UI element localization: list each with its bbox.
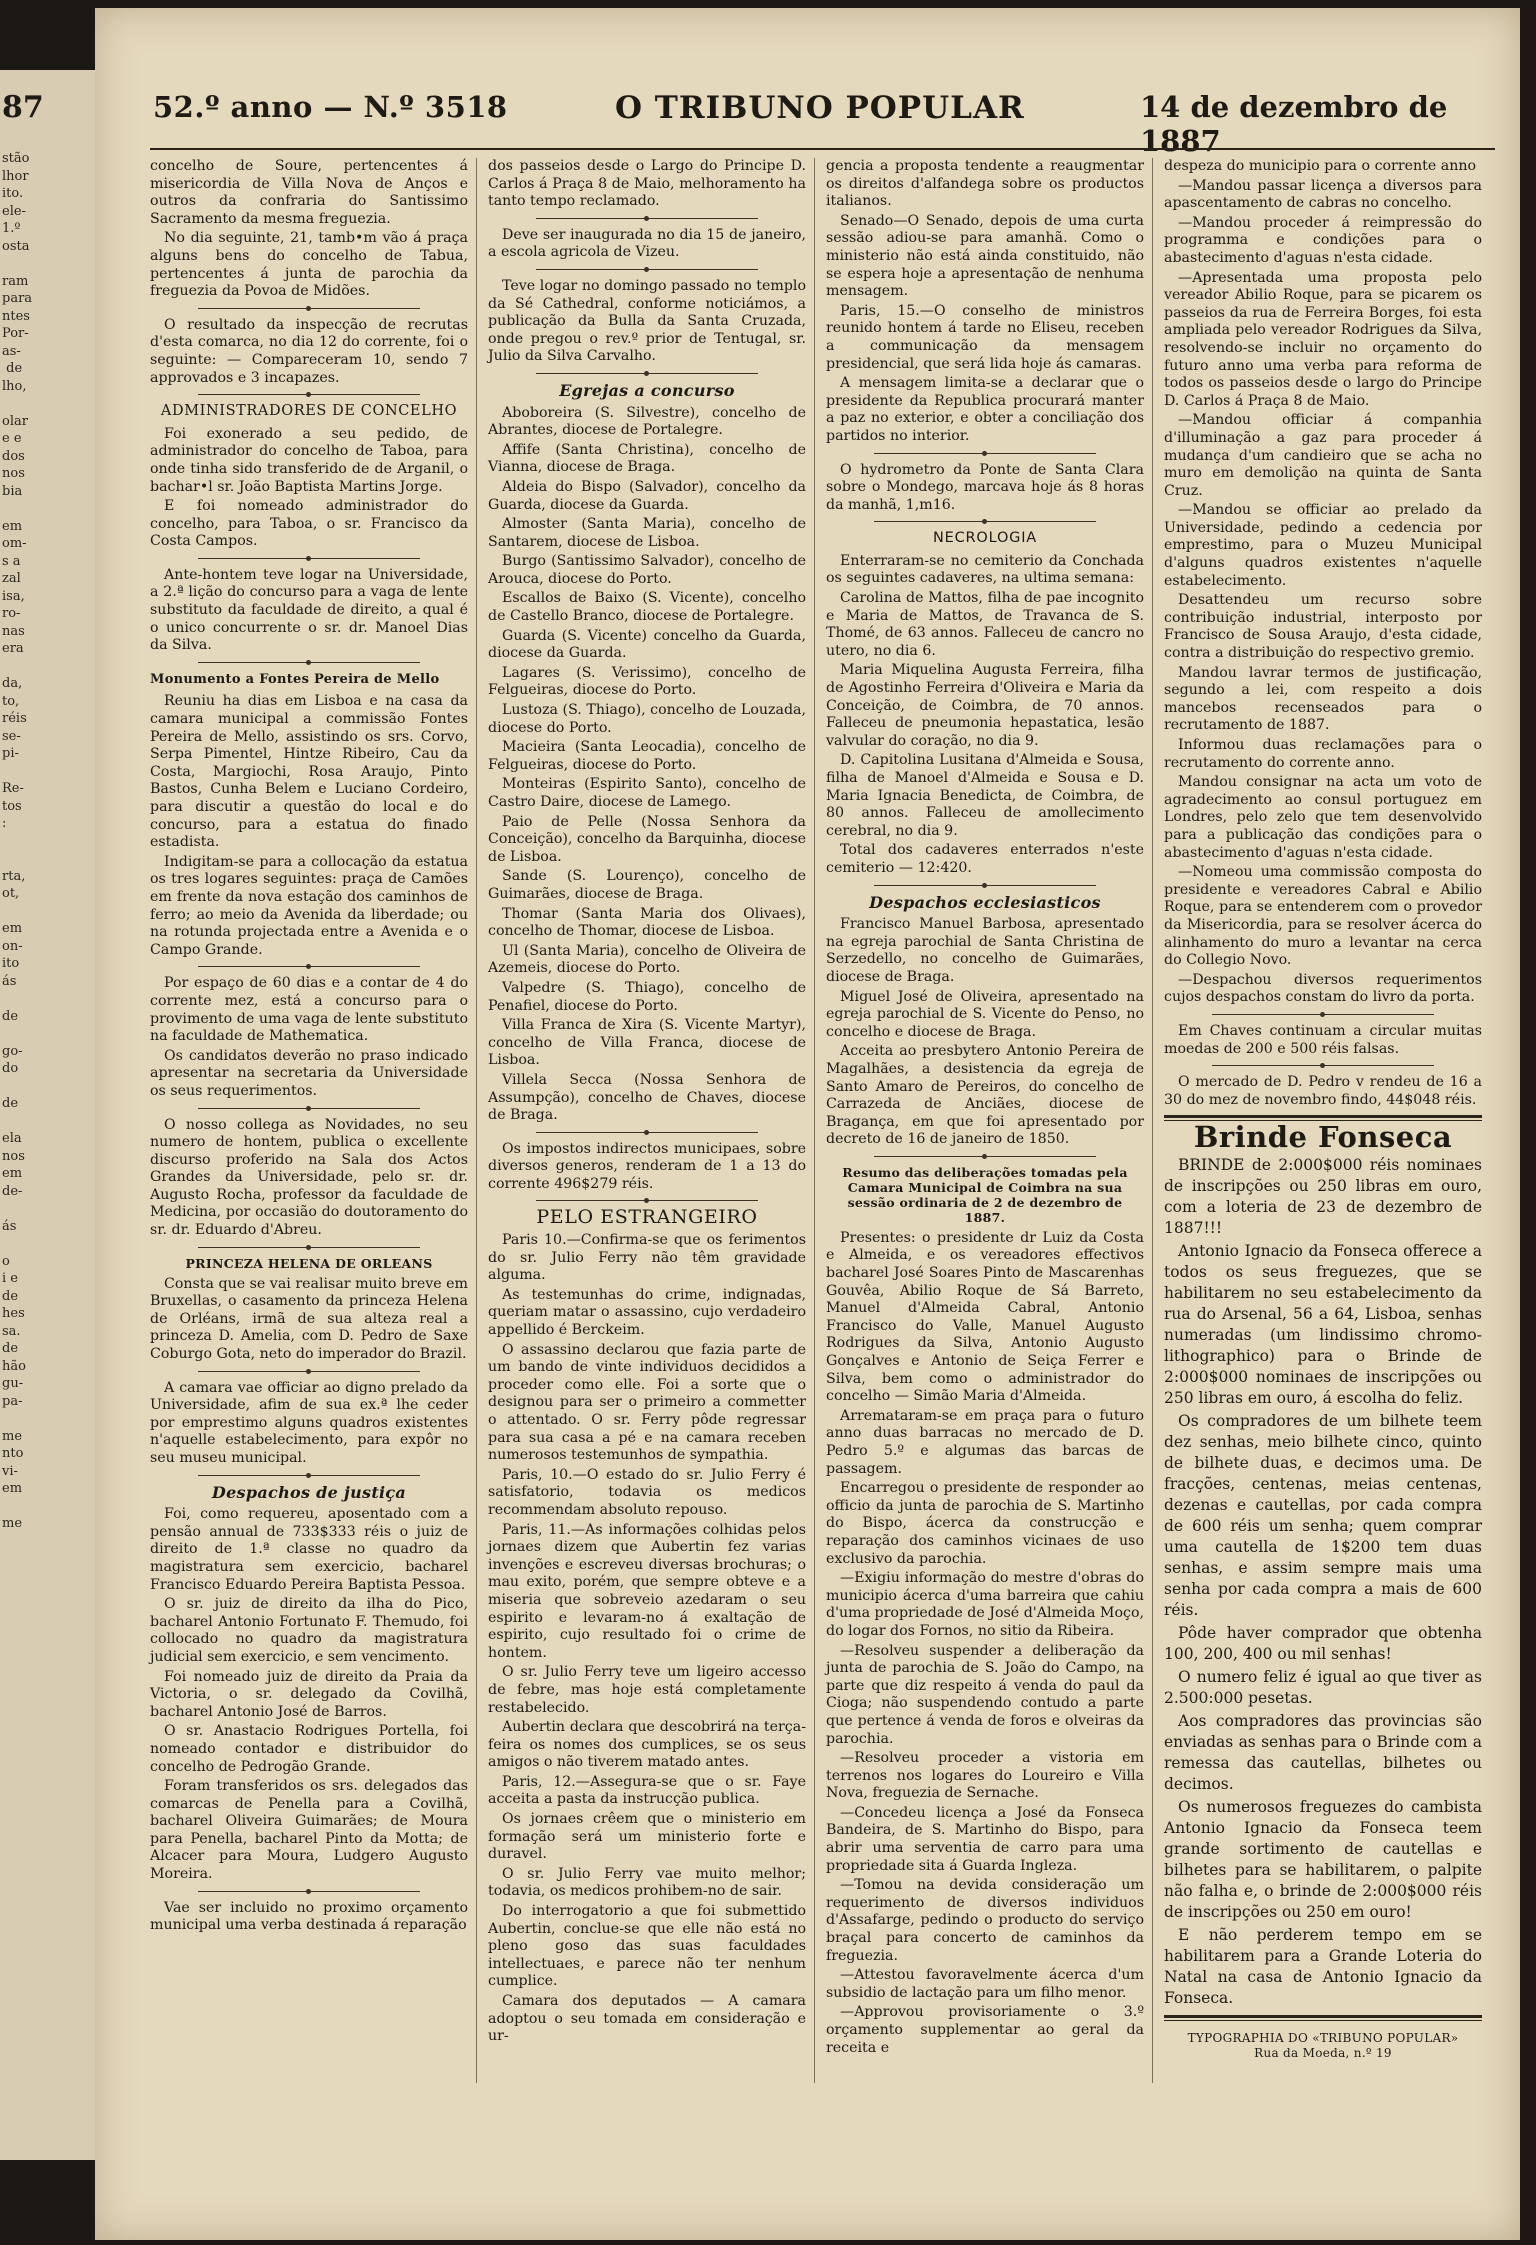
separator (1212, 1065, 1435, 1066)
masthead-rule (150, 148, 1495, 150)
list-item: Thomar (Santa Maria dos Olivaes), concelho de Thomar, diocese de Lisboa. (488, 905, 806, 940)
article-paragraph: Foi nomeado juiz de direito da Praia da Victoria, o sr. delegado da Covilhã, bacharel Antonio José de Barros. (150, 1668, 468, 1720)
article-paragraph: Mandou consignar na acta um voto de agradecimento ao consul portuguez em Londres, pelo zelo que tem desenvolvido para a publicação das condições para o abastecimento d'aguas n'esta cidade. (1164, 774, 1482, 861)
section-heading: Egrejas a concurso (559, 380, 735, 400)
article-paragraph: —Attestou favoravelmente ácerca d'um subsidio de lactação para um filho menor. (826, 1967, 1144, 2001)
advertisement-rule (1164, 2015, 1482, 2021)
article-paragraph: Acceita ao presbytero Antonio Pereira de Magalhães, a desistencia da egreja de Santo Amaro de Pereiros, do concelho de Carrazeda de Anciães, diocese de Bragança, em que foi apresentado por decreto de 16 de janeiro de 1850. (826, 1043, 1144, 1148)
section-heading: NECROLOGIA (932, 530, 1038, 547)
separator (198, 1247, 421, 1248)
article-paragraph: —Mandou passar licença a diversos para apascentamento de cabras no concelho. (1164, 177, 1482, 212)
list-item: Sande (S. Lourenço), concelho de Guimarães, diocese de Braga. (488, 868, 806, 902)
column-2 (488, 158, 806, 2048)
article-paragraph: Maria Miquelina Augusta Ferreira, filha de Agostinho Ferreira d'Oliveira e Maria da Conceição, de Coimbra, de 70 annos. Falleceu de pneumonia hepastatica, lesão valvular do coração, no dia 9. (826, 662, 1144, 749)
article-paragraph: O assassino declarou que fazia parte de um bando de vinte individuos decididos a proceder como elle. Foi a sorte que o designou para ser o primeiro a commetter o attentado. O sr. Ferry pôde regressar para sua casa a pé e na camara receben numerosos testemunhos de sympathia. (488, 1341, 806, 1464)
separator (874, 1156, 1097, 1157)
article-paragraph: E foi nomeado administrador do concelho, para Taboa, o sr. Francisco da Costa Campos. (150, 498, 468, 550)
separator (198, 966, 421, 967)
article-paragraph: Arremataram-se em praça para o futuro anno duas barracas no mercado de D. Pedro 5.º e algumas das barcas de passagem. (826, 1407, 1144, 1477)
article-paragraph: Foram transferidos os srs. delegados das comarcas de Penella para a Covilhã, bacharel Oliveira Guimarães; de Moura para Penella, bacharel Pinto da Motta; de Alcacer para Moura, Ludgero Augusto Moreira. (150, 1778, 468, 1883)
column-3 (826, 158, 1144, 2059)
article-paragraph: Desattendeu um recurso sobre contribuição industrial, interposto por Francisco de Sousa Araujo, d'esta cidade, contra a distribuição do respectivo gremio. (1164, 592, 1482, 662)
list-item: Guarda (S. Vicente) concelho da Guarda, diocese da Guarda. (488, 627, 806, 662)
article-paragraph: Total dos cadaveres enterrados n'este cemiterio — 12:420. (826, 842, 1144, 876)
article-paragraph: —Apresentada uma proposta pelo vereador Abilio Roque, para se picarem os passeios da rua de Ferreira Borges, foi esta ampliada pelo vereador Rodrigues da Silva, resolvendo-se incluir no orçamento do futuro anno uma verba para reforma de todos os passeios desde o largo do Principe D. Carlos á Praça 8 de Maio. (1164, 269, 1482, 409)
separator (874, 885, 1097, 886)
newspaper-title: O TRIBUNO POPULAR (615, 90, 1025, 126)
list-item: Lagares (S. Verissimo), concelho de Felgueiras, diocese do Porto. (488, 664, 806, 699)
article-paragraph: gencia a proposta tendente a reaugmentar os direitos d'alfandega sobre os productos italianos. (826, 158, 1144, 210)
article-paragraph: O sr. Julio Ferry vae muito melhor; todavia, os medicos prohibem-no de sair. (488, 1865, 806, 1900)
separator (198, 662, 421, 663)
section-heading: Resumo das deliberações tomadas pela Camara Municipal de Coimbra na sua sessão ordinaria de 2 de dezembro de 1887. (842, 1164, 1128, 1225)
separator (198, 1475, 421, 1476)
article-paragraph: Foi, como requereu, aposentado com a pensão annual de 733$333 réis o juiz de direito de 1.ª classe no quadro da magistratura sem exercicio, bacharel Francisco Eduardo Pereira Baptista Pessoa. (150, 1506, 468, 1593)
list-item: Macieira (Santa Leocadia), concelho de Felgueiras, diocese do Porto. (488, 739, 806, 773)
article-paragraph: Miguel José de Oliveira, apresentado na egreja parochial de S. Vicente do Penso, no concelho e diocese de Braga. (826, 988, 1144, 1040)
issue-date: 14 de dezembro de 1887 (1140, 90, 1448, 158)
separator (198, 1108, 421, 1109)
article-paragraph: Paris, 15.—O conselho de ministros reunido hontem á tarde no Eliseu, receben a communicação da mensagem presidencial, que será lida hoje ás camaras. (826, 302, 1144, 372)
article-paragraph: —Concedeu licença a José da Fonseca Bandeira, de S. Martinho do Bispo, para abrir uma serventia de carro para uma propriedade sita á Guarda Ingleza. (826, 1804, 1144, 1874)
separator (536, 269, 759, 270)
column-rule (476, 158, 477, 2083)
article-paragraph: Encarregou o presidente de responder ao officio da junta de parochia de S. Martinho do Bispo, ácerca da construcção e reparação dos caminhos vicinaes de uso exclusivo da parochia. (826, 1480, 1144, 1567)
advertisement-paragraph: O numero feliz é igual ao que tiver as 2.500:000 pesetas. (1164, 1667, 1482, 1707)
separator (874, 521, 1097, 522)
section-heading: Monumento a Fontes Pereira de Mello (150, 671, 440, 687)
article-paragraph: Paris 10.—Confirma-se que os ferimentos do sr. Julio Ferry não têm gravidade alguma. (488, 1232, 806, 1284)
article-paragraph: Senado—O Senado, depois de uma curta sessão adiou-se para amanhã. Como o ministerio não está ainda constituido, não se espera hoje a apresentação de nenhuma mensagem. (826, 212, 1144, 300)
separator (198, 558, 421, 559)
list-item: Aboboreira (S. Silvestre), concelho de Abrantes, diocese de Portalegre. (488, 404, 806, 439)
article-paragraph: Carolina de Mattos, filha de pae incognito e Maria de Mattos, de Travanca de S. Thomé, de 63 annos. Falleceu de cancro no utero, no dia 6. (826, 590, 1144, 659)
article-paragraph: Os jornaes crêem que o ministerio em formação será um ministerio forte e duravel. (488, 1811, 806, 1863)
list-item: Burgo (Santissimo Salvador), concelho de Arouca, diocese do Porto. (488, 553, 806, 587)
article-paragraph: dos passeios desde o Largo do Principe D. Carlos á Praça 8 de Maio, melhoramento ha tanto tempo reclamado. (488, 158, 806, 210)
article-paragraph: D. Capitolina Lusitana d'Almeida e Sousa, filha de Manoel d'Almeida e Sousa e D. Maria Ignacia Benedicta, de Coimbra, de 80 annos. Falleceu de amollecimento cerebral, no dia 9. (826, 752, 1144, 839)
previous-page-fragments: stão lhor ito. ele- 1.º osta ram para ntes Por- as- de lho, olar e e dos nos bia em om- s a zal isa, ro- nas era da, to, réis se- pi- Re- tos : rta, ot, em on- ito ás de go- do de ela nos em de- ás o і e de hes sa. de hão gu- pa- me nto vi- em me (2, 151, 33, 1531)
separator (536, 1200, 759, 1201)
article-paragraph: O hydrometro da Ponte de Santa Clara sobre o Mondego, marcava hoje ás 8 horas da manhã, 1,m16. (826, 461, 1144, 513)
list-item: Affife (Santa Christina), concelho de Vianna, diocese de Braga. (488, 441, 806, 476)
article-paragraph: —Tomou na devida consideração um requerimento de diversos individuos d'Assafarge, pedindo o producto do serviço braçal para concerto de caminhos da freguezia. (826, 1877, 1144, 1964)
separator (198, 1371, 421, 1372)
column-rule (1152, 158, 1153, 2083)
article-paragraph: Vae ser incluido no proximo orçamento municipal uma verba destinada á reparação (150, 1899, 468, 1934)
advertisement-body (1164, 1155, 1482, 2009)
article-paragraph: As testemunhas do crime, indignadas, queriam matar o assassino, cujo verdadeiro appellido é Berckeim. (488, 1286, 806, 1339)
advertisement-paragraph: Os compradores de um bilhete teem dez senhas, meio bilhete cinco, quinto de bilhete duas, e decimos uma. De fracções, centenas, meias centenas, dezenas e cautellas, por cada compra de 600 réis um senha; quem comprar uma cautella de 1$200 tem duas senhas, e assim sempre mais uma senha por cada compra a mais de 600 réis. (1164, 1411, 1482, 1619)
list-item: Paio de Pelle (Nossa Senhora da Conceição), concelho da Barquinha, diocese de Lisboa. (488, 813, 807, 865)
article-paragraph: O resultado da inspecção de recrutas d'esta comarca, no dia 12 do corrente, foi o seguinte: — Compareceram 10, sendo 7 approvados e 3 incapazes. (150, 316, 468, 386)
separator (1212, 1014, 1435, 1015)
article-paragraph: —Mandou se officiar ao prelado da Universidade, pedindo a cedencia por emprestimo, para o Muzeu Municipal d'alguns quadros existentes n'aquelle estabelecimento. (1164, 502, 1482, 589)
article-paragraph: Paris, 10.—O estado do sr. Julio Ferry é satisfatorio, todavia os medicos recommendam absoluto repouso. (488, 1466, 806, 1518)
article-paragraph: —Nomeou uma commissão composta do presidente e vereadores Cabral e Abilio Roque, para se entenderem com o provedor da Misericordia, para se resolver ácerca do alinhamento do muro a levantar na cerca do Collegio Novo. (1164, 864, 1482, 969)
article-paragraph: O mercado de D. Pedro v rendeu de 16 a 30 do mez de novembro findo, 44$048 réis. (1164, 1074, 1482, 1108)
separator (536, 218, 759, 219)
article-paragraph: —Exigiu informação do mestre d'obras do municipio ácerca d'uma barreira que cahiu d'uma propriedade de José d'Almeida Moço, do logar dos Fornos, no sitio da Ribeira. (826, 1570, 1144, 1639)
article-paragraph: —Despachou diversos requerimentos cujos despachos constam do livro da porta. (1164, 971, 1482, 1006)
list-item: Ul (Santa Maria), concelho de Oliveira de Azemeis, diocese do Porto. (488, 942, 806, 977)
advertisement-paragraph: Aos compradores das provincias são enviadas as senhas para o Brinde com a remessa das cautellas, bilhetes ou decimos. (1164, 1711, 1482, 1793)
printer-name: TYPOGRAPHIA DO «TRIBUNO POPULAR» (1187, 2030, 1459, 2045)
article-paragraph: No dia seguinte, 21, tamb•m vão á praça alguns bens do concelho de Tabua, pertencentes á junta de parochia da freguezia da Povoa de Midões. (150, 230, 468, 300)
separator (874, 453, 1097, 454)
separator (536, 373, 759, 374)
article-paragraph: —Mandou officiar á companhia d'illuminação a gaz para proceder á mudança d'um candieiro que se acha no muro em demolição na quinta de Santa Cruz. (1164, 412, 1482, 499)
article-paragraph: Francisco Manuel Barbosa, apresentado na egreja parochial de Santa Christina de Serzedello, no concelho de Guimarães, diocese de Braga. (826, 916, 1144, 985)
list-item: Almoster (Santa Maria), concelho de Santarem, diocese de Lisboa. (488, 516, 806, 550)
article-paragraph: Por espaço de 60 dias e a contar de 4 do corrente mez, está a concurso para o provimento de uma vaga de lente substituto na faculdade de Mathematica. (150, 975, 468, 1045)
newspaper-sheet (95, 8, 1520, 2240)
article-paragraph: Os candidatos deverão no praso indicado apresentar na secretaria da Universidade os seus requerimentos. (150, 1047, 468, 1099)
section-heading: PELO ESTRANGEIRO (536, 1206, 758, 1229)
article-paragraph: despeza do municipio para o corrente anno (1164, 158, 1477, 174)
advertisement-paragraph: E não perderem tempo em se habilitarem para a Grande Loteria do Natal na casa de Antonio Ignacio da Fonseca. (1164, 1925, 1482, 2007)
advertisement-paragraph: Pôde haver comprador que obtenha 100, 200, 400 ou mil senhas! (1164, 1623, 1482, 1663)
article-paragraph: concelho de Soure, pertencentes á misericordia de Villa Nova de Anços e outros da confraria do Santissimo Sacramento da mesma freguezia. (150, 158, 468, 227)
article-paragraph: Paris, 12.—Assegura-se que o sr. Faye acceita a pasta da instrucção publica. (488, 1773, 806, 1808)
section-heading: PRINCEZA HELENA DE ORLEANS (185, 1255, 433, 1271)
article-paragraph: —Resolveu suspender a deliberação da junta de parochia de S. João do Campo, na parte que diz respeito á venda do paul da Cioga; não suspendendo contudo a parte que pertence á venda de foros e olveiras da parochia. (826, 1642, 1144, 1747)
article-paragraph: Camara dos deputados — A camara adoptou o seu tomada em consideração e ur- (488, 1993, 806, 2045)
separator (536, 1132, 759, 1133)
article-paragraph: —Mandou proceder á reimpressão do programma e condições para o abastecimento d'aguas n'esta cidade. (1164, 214, 1482, 266)
article-paragraph: Mandou lavrar termos de justificação, segundo a lei, com respeito a dois mancebos recenseados para o recrutamento de 1887. (1164, 664, 1482, 734)
article-paragraph: Informou duas reclamações para o recrutamento do corrente anno. (1164, 737, 1482, 771)
section-heading: ADMINISTRADORES DE CONCELHO (160, 403, 458, 420)
article-paragraph: Enterraram-se no cemiterio da Conchada os seguintes cadaveres, na ultima semana: (826, 552, 1144, 587)
list-item: Lustoza (S. Thiago), concelho de Louzada, diocese do Porto. (488, 702, 806, 736)
article-paragraph: Paris, 11.—As informações colhidas pelos jornaes dizem que Aubertin fez varias invenções e escreveu diversas brochuras; o mau exito, porém, que sempre obteve e a miseria que sobreveio azedaram o seu espirito e levaram-no á exaltação de espirito, cujo resultado foi o crime de hontem. (488, 1521, 806, 1661)
article-paragraph: Indigitam-se para a collocação da estatua os tres logares seguintes: praça de Camões em frente da nova estação dos caminhos de ferro; ao meio da Avenida da liberdade; ou na rotunda projectada entre a Avenida e o Campo Grande. (150, 853, 468, 958)
list-item: Valpedre (S. Thiago), concelho de Penafiel, diocese do Porto. (488, 979, 806, 1014)
previous-page-number: 87 (2, 90, 44, 125)
list-item: Aldeia do Bispo (Salvador), concelho da Guarda, diocese da Guarda. (488, 478, 806, 513)
article-paragraph: Consta que se vai realisar muito breve em Bruxellas, o casamento da princeza Helena de Orléans, irmã de sua alteza real a princeza D. Amelia, com D. Pedro de Saxe Coburgo Gota, neto do imperador do Brazil. (150, 1275, 468, 1363)
advertisement-paragraph: Os numerosos freguezes do cambista Antonio Ignacio da Fonseca teem grande sortimento de cautellas e bilhetes para se habilitarem, o palpite não falha e, o brinde de 2:000$000 réis de inscripções ou 250 em ouro! (1164, 1797, 1482, 1921)
column-rule (814, 158, 815, 2083)
article-paragraph: Teve logar no domingo passado no templo da Sé Cathedral, conforme noticiámos, a publicação da Bulla da Santa Cruzada, onde pregou o rev.º prior de Tentugal, sr. Julio da Silva Carvalho. (488, 277, 806, 365)
article-paragraph: Em Chaves continuam a circular muitas moedas de 200 e 500 réis falsas. (1164, 1022, 1482, 1057)
article-paragraph: —Approvou provisoriamente o 3.º orçamento supplementar ao geral da receita e (826, 2004, 1144, 2056)
article-paragraph: Deve ser inaugurada no dia 15 de janeiro, a escola agricola de Vizeu. (488, 226, 806, 261)
column-4 (1164, 158, 1482, 2061)
separator (198, 308, 421, 309)
article-paragraph: A camara vae officiar ao digno prelado da Universidade, afim de sua ex.ª lhe ceder por emprestimo alguns quadros existentes n'aquelle estabelecimento, para expôr no seu museu municipal. (150, 1379, 468, 1466)
article-paragraph: Aubertin declara que descobrirá na terça-feira os nomes dos cumplices, se os seus amigos o não tiverem matado antes. (488, 1719, 806, 1771)
separator (198, 394, 421, 395)
separator (198, 1891, 421, 1892)
article-paragraph: Os impostos indirectos municipaes, sobre diversos generos, renderam de 1 a 13 do corrente 496$279 réis. (488, 1140, 806, 1192)
list-item: Villa Franca de Xira (S. Vicente Martyr), concelho de Villa Franca, diocese de Lisboa. (488, 1017, 806, 1069)
list-item: Escallos de Baixo (S. Vicente), concelho de Castello Branco, diocese de Portalegre. (488, 590, 806, 625)
article-paragraph: A mensagem limita-se a declarar que o presidente da Republica procurará manter a paz no exterior, e obter a conciliação dos partidos no interior. (826, 375, 1144, 444)
list-item: Monteiras (Espirito Santo), concelho de Castro Daire, diocese de Lamego. (488, 776, 806, 810)
article-paragraph: O sr. Julio Ferry teve um ligeiro accesso de febre, mas hoje está completamente restabelecido. (488, 1664, 806, 1716)
printer-address: Rua da Moeda, n.º 19 (1254, 2045, 1392, 2060)
masthead (95, 8, 1520, 158)
issue-number: 52.º anno — N.º 3518 (153, 90, 508, 124)
column-1 (150, 158, 468, 1937)
section-heading: Despachos de justiça (211, 1482, 407, 1502)
article-paragraph: O sr. Anastacio Rodrigues Portella, foi nomeado contador e distribuidor do concelho de Pedrogão Grande. (150, 1723, 468, 1775)
article-paragraph: Do interrogatorio a que foi submettido Aubertin, conclue-se que elle não está no pleno goso das suas faculdades intellectuaes, e parece não ter nenhum cumplice. (488, 1903, 806, 1990)
printer-imprint (1164, 2031, 1482, 2061)
article-paragraph: —Resolveu proceder a vistoria em terrenos nos logares do Loureiro e Villa Nova, freguezia de Sernache. (826, 1750, 1144, 1802)
article-paragraph: Ante-hontem teve logar na Universidade, a 2.ª lição do concurso para a vaga de lente substituto da faculdade de direito, a qual é o unico concurrente o sr. dr. Manoel Dias da Silva. (150, 566, 468, 654)
article-paragraph: O sr. juiz de direito da ilha do Pico, bacharel Antonio Fortunato F. Themudo, foi collocado no quadro da magistratura judicial sem exercicio, e sem vencimento. (150, 1596, 468, 1665)
advertisement-paragraph: BRINDE de 2:000$000 réis nominaes de inscripções ou 250 libras em ouro, com a loteria de 23 de dezembro de 1887!!! (1164, 1155, 1482, 1237)
section-heading: Despachos ecclesiasticos (869, 892, 1101, 912)
article-paragraph: Presentes: o presidente dr Luiz da Costa e Almeida, e os vereadores effectivos bacharel José Soares Pinto de Mascarenhas Gouvêa, Abilio Roque de Sá Barreto, Manuel d'Almeida Cabral, Antonio Francisco do Valle, Manuel Augusto Rodrigues da Silva, Antonio Augusto Gonçalves e Antonio de Seiça Ferrer e Silva, bem como o administrador do concelho — Simão Maria d'Almeida. (826, 1229, 1144, 1405)
article-paragraph: Foi exonerado a seu pedido, de administrador do concelho de Taboa, para onde tinha sido transferido de de Arganil, o bachar•l sr. João Baptista Martins Jorge. (150, 425, 468, 495)
article-paragraph: O nosso collega as Novidades, no seu numero de hontem, publica o excellente discurso proferido na Sala dos Actos Grandes da Universidade, pelo sr. dr. Augusto Rocha, professor da faculdade de Medicina, por occasião do doutoramento do sr. dr. Eduardo d'Abreu. (150, 1116, 468, 1239)
advertisement-paragraph: Antonio Ignacio da Fonseca offerece a todos os seus freguezes, que se habilitarem no seu estabelecimento da rua do Arsenal, 56 a 64, Lisboa, senhas numeradas (um lindissimo chromo-lithographico) para o Brinde de 2:000$000 nominaes de inscripções ou 250 libras em ouro, á escolha do feliz. (1164, 1241, 1482, 1407)
advertisement-title: Brinde Fonseca (1193, 1120, 1453, 1155)
list-item: Villela Secca (Nossa Senhora de Assumpção), concelho de Chaves, diocese de Braga. (488, 1071, 806, 1124)
previous-page-edge (0, 70, 97, 2160)
article-paragraph: Reuniu ha dias em Lisboa e na casa da camara municipal a commissão Fontes Pereira de Mello, assistindo os srs. Corvo, Serpa Pimentel, Hintze Ribeiro, Cau da Costa, Margiochi, Rosa Araujo, Pinto Bastos, Cunha Belem e Luciano Cordeiro, para discutir a questão do local e do concurso, para a estatua do finado estadista. (150, 693, 468, 851)
